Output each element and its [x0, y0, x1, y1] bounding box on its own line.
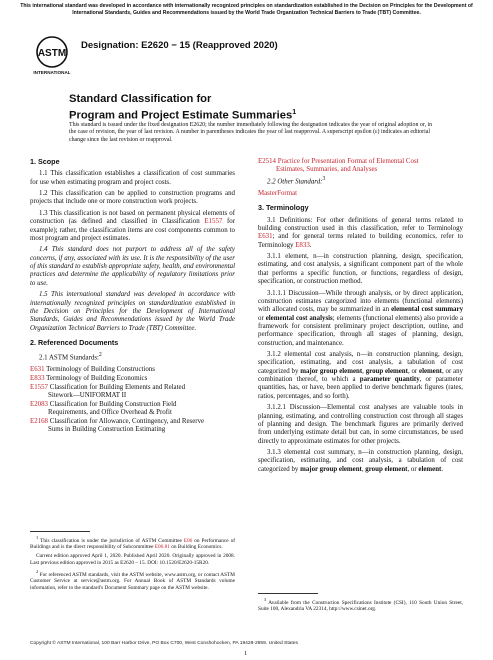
logo-text: INTERNATIONAL — [33, 70, 71, 75]
para-3-1-2-1: 3.1.2.1 Discussion—Elemental cost analyses are valuable tools in planning, estimating, and controlling construction cost through all stages of planning and design. The benchmark figures are primarily derived from underlying estimate detail but can, in some circumstances, be used directly to approximate estimates for other projects. — [258, 404, 463, 445]
terminology-heading: 3. Terminology — [258, 203, 309, 213]
link-e1557-ref[interactable]: E1557 — [30, 383, 48, 391]
link-e2514[interactable]: E2514 — [258, 158, 276, 165]
document-title — [69, 93, 429, 123]
masterformat-ref — [258, 190, 463, 198]
astm-logo — [30, 32, 74, 76]
para-3-1: 3.1 Definitions: For other definitions of general terms related to building construction used in this classification, refer to Terminology E631; and for general terms related to building economics, refer to Terminology E833. — [258, 216, 463, 249]
ref-item-e2514: E2514 Practice for Presentation Format of Elemental Cost Estimates, Summaries, and Analyses — [258, 158, 419, 174]
title-line-2: Program and Project Estimate Summaries — [69, 109, 293, 122]
para-3-1-2: 3.1.2 elemental cost analysis, n—in construction planning, design, specification, estimating, and cost analysis, a tabulation of cost categorized by major group element, group element, or element, or any combination thereof, to which a parameter quantity, or parameter quantities, has, or have, been applied to derive benchmark figures (rates, ratios, percentages, and so forth). — [258, 351, 463, 400]
footnote-1: $^1$ This classification is under the jurisdiction of ASTM Committee E06 on Performance of Buildings and is the direct responsibility of Subcommittee E06.81 on Building Economics. — [30, 535, 235, 551]
ref-item-e631: E631 Terminology of Building Constructions — [30, 365, 155, 373]
svg-text:ASTM: ASTM — [37, 48, 67, 59]
left-column — [30, 152, 235, 435]
footnote-edition: Current edition approved April 1, 2020. Published April 2020. Originally approved in 2008. Last previous edition approved in 2015 as E2620 – 15. DOI: 10.1520/E2620-15R20. — [30, 553, 235, 566]
link-e06[interactable]: E06 — [183, 537, 193, 544]
title-line-1: Standard Classification for — [69, 93, 212, 105]
right-column — [258, 152, 463, 477]
footnote-divider-right — [258, 593, 318, 594]
issued-note: This standard is issued under the fixed designation E2620; the number immediately following the designation indicates the year of original adoption or, in the case of revision, the year of last revision. A number in parentheses indicates the year of last reapproval. A superscript epsilon (ε) indicates an editorial change since the last revision or reapproval. — [69, 122, 433, 143]
para-3-1-3: 3.1.3 elemental cost summary, n—in construction planning, design, specification, estimating, and cost analysis, a tabulation of cost categorized by major group element, group element, or element. — [258, 449, 463, 473]
link-masterformat[interactable]: MasterFormat — [258, 189, 298, 197]
link-e833[interactable]: E833 — [30, 374, 45, 382]
link-e06-81[interactable]: E06.81 — [154, 544, 170, 551]
ref-item-e833: E833 Terminology of Building Economics — [30, 374, 148, 382]
para-1-3: 1.3 This classification is not based on permanent physical elements of construction (as defined and classified in Classification E1557 for example); rather, the classification items are cost components common to most program and project estimates. — [30, 209, 235, 242]
ref-item-e1557: E1557 Classification for Building Elements and Related Sitework—UNIFORMAT II — [30, 383, 186, 400]
link-e1557[interactable]: E1557 — [204, 218, 223, 226]
footnote-2: $^2$ For referenced ASTM standards, visit the ASTM website, www.astm.org, or contact ASTM Customer Service at service@astm.org. For Annual Book of ASTM Standards volume information, refer to the standard's Document Summary page on the ASTM website. — [30, 568, 235, 591]
left-footnotes — [30, 531, 235, 593]
para-1-2: 1.2 This classification can be applied to construction programs and projects that include one or more construction work projects. — [30, 190, 235, 206]
ref-item-e2083: E2083 Classification for Building Construction Field Requirements, and Office Overhead & Profit — [30, 400, 177, 417]
para-2-1: 2.1 ASTM Standards:$^2$ — [39, 352, 102, 362]
para-1-5: 1.5 This international standard was developed in accordance with internationally recognized principles on standardization established in the Decision on Principles for the Development of International Standards, Guides and Recommendations issued by the World Trade Organization Technical Barriers to Trade (TBT) Committee. — [30, 291, 235, 332]
link-e2168[interactable]: E2168 — [30, 418, 48, 426]
para-1-1: 1.1 This classification establishes a classification of cost summaries for use when estimating program and project costs. — [30, 170, 235, 186]
footnote-3: $^3$ Available from the Construction Specifications Institute (CSI), 110 South Union Street, Suite 100, Alexandria VA 22314, http://www.csinet.org. — [258, 597, 463, 613]
para-3-1-1: 3.1.1 element, n—in construction planning, design, specification, estimating, and cost analysis, a significant component part of the whole that performs a specific function, or functions, regardless of design, specification, or construction method. — [258, 253, 463, 286]
link-e2083[interactable]: E2083 — [30, 400, 48, 408]
link-e631[interactable]: E631 — [30, 365, 45, 373]
right-footnotes — [258, 593, 463, 615]
designation: Designation: E2620 − 15 (Reapproved 2020) — [81, 40, 278, 51]
link-e631-term[interactable]: E631 — [258, 233, 273, 241]
para-1-4: 1.4 This standard does not purport to address all of the safety concerns, if any, associated with its use. It is the responsibility of the user of this standard to establish appropriate safety, health, and environmental practices and determine the applicability of regulatory limitations prior to use. — [30, 246, 235, 287]
title-footnote-mark: 1 — [292, 109, 297, 116]
referenced-documents-heading: 2. Referenced Documents — [30, 337, 119, 347]
scope-heading: 1. Scope — [30, 157, 60, 166]
copyright-line: Copyright © ASTM International, 100 Barr Harbor Drive, PO Box C700, West Conshohocken, PA 19428-2959. United States — [30, 641, 298, 646]
page-number: 1 — [244, 650, 248, 657]
footnote-divider — [30, 531, 90, 532]
link-e833-term[interactable]: E833 — [295, 241, 310, 249]
top-notice: This international standard was developed in accordance with internationally recognized principles on standardization established in the Decision on Principles for the Development of International Standards, Guides and Recommendations issued by the World Trade Organization Technical Barriers to Trade (TBT) Committee. — [20, 3, 473, 16]
ref-item-e2168: E2168 Classification for Allowance, Contingency, and Reserve Sums in Building Construction Estimating — [30, 418, 205, 434]
para-3-1-1-1: 3.1.1.1 Discussion—While through analysis, or by direct application, construction estimates categorized into elements (functional elements) with allocated costs, may be summarized in an elemental cost summary or elemental cost analysis; elements (functional elements) also provide a framework for consistent preliminary project description, outline, and performance specification, through all stages of planning, design, construction, and maintenance. — [258, 289, 464, 347]
para-2-2: 2.2 Other Standard:$^3$ — [267, 176, 326, 186]
